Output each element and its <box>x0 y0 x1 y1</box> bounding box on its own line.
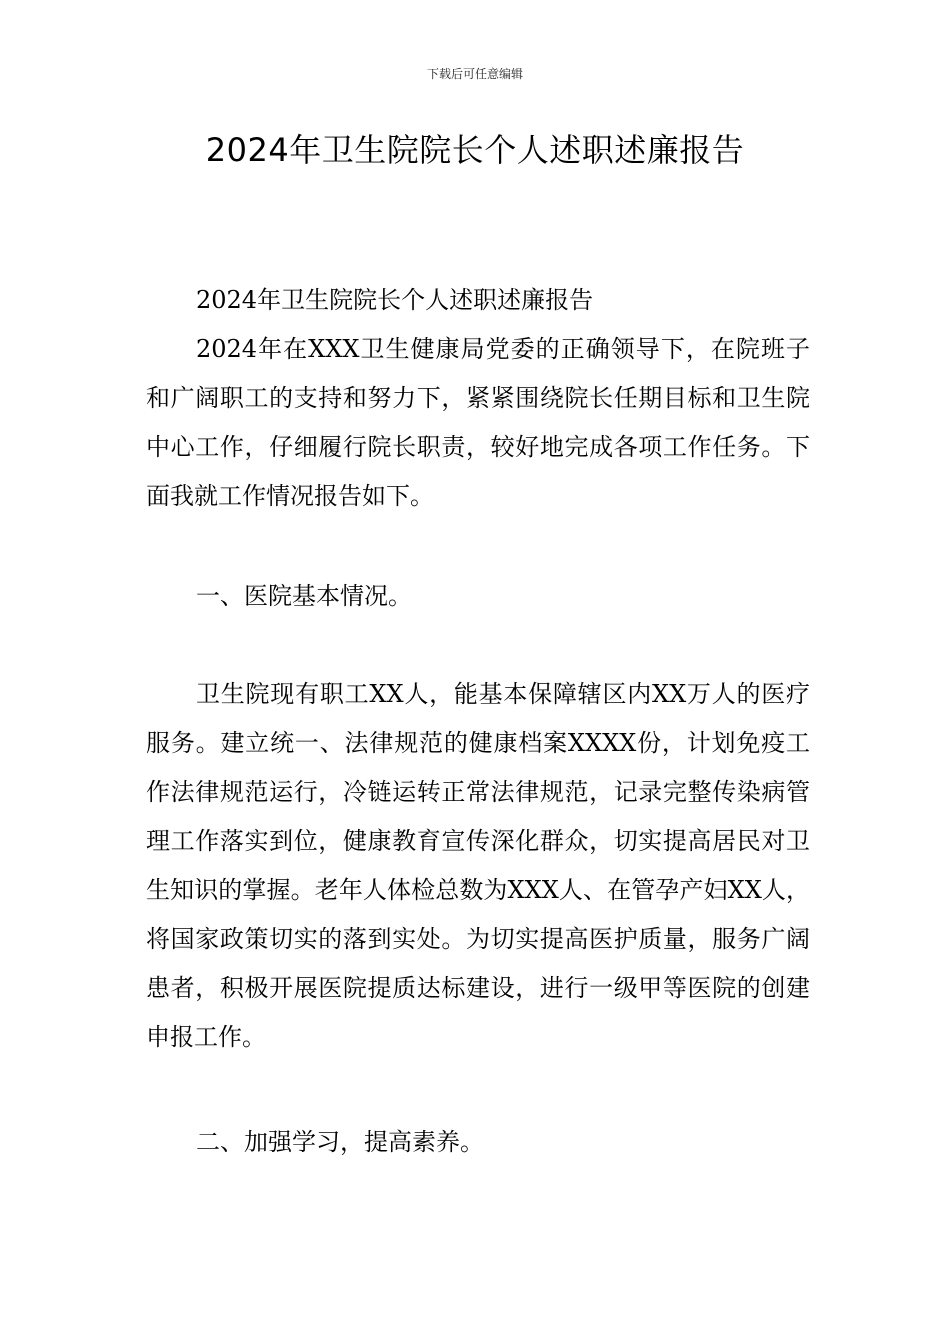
document-title: 2024年卫生院院长个人述职述廉报告 <box>205 131 745 169</box>
section-1-paragraph: 卫生院现有职工XX人，能基本保障辖区内XX万人的医疗服务。建立统一、法律规范的健康档案XXXX份，计划免疫工作法律规范运行，冷链运转正常法律规范，记录完整传染病管理工作落实到位，健康教育宣传深化群众，切实提高居民对卫生知识的掌握。老年人体检总数为XXX人、在管孕产妇XX人，将国家政策切实的落到实处。为切实提高医护质量，服务广阔患者，积极开展医院提质达标建设，进行一级甲等医院的创建申报工作。 <box>146 680 810 1051</box>
document-subtitle: 2024年卫生院院长个人述职述廉报告 <box>196 286 594 314</box>
intro-paragraph: 2024年在XXX卫生健康局党委的正确领导下，在院班子和广阔职工的支持和努力下，紧紧围绕院长任期目标和卫生院中心工作，仔细履行院长职责，较好地完成各项工作任务。下面我就工作情况报告如下。 <box>146 335 810 510</box>
section-heading-1: 一、医院基本情况。 <box>196 582 412 610</box>
section-heading-2: 二、加强学习，提高素养。 <box>196 1128 484 1156</box>
header-note: 下载后可任意编辑 <box>426 67 523 81</box>
